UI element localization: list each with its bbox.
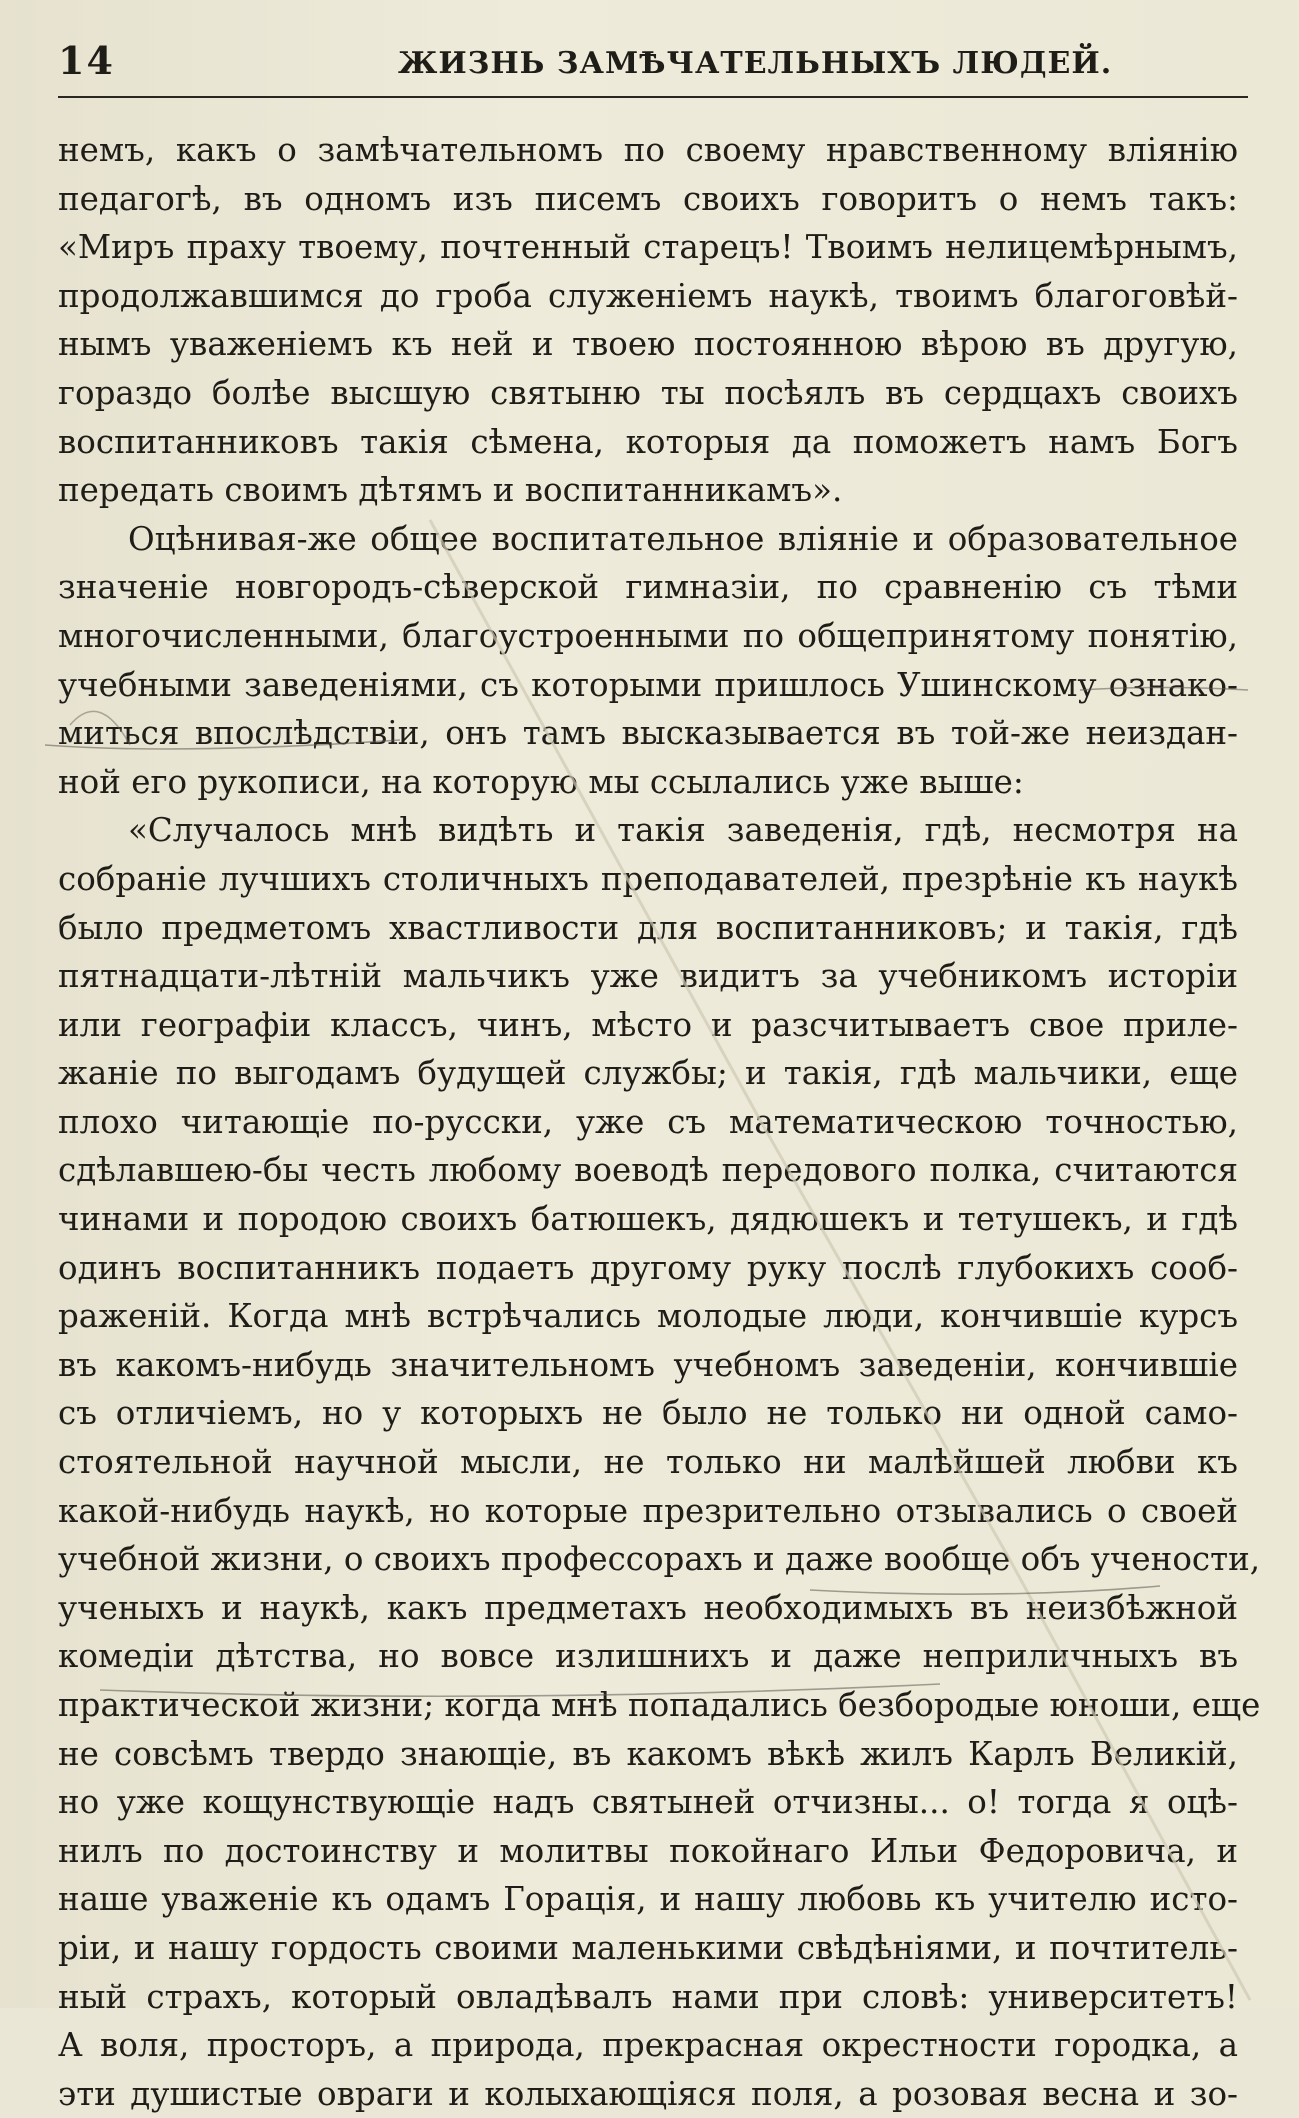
text-line: ріи, и нашу гордость своими маленькими свѣдѣніями, и почтитель-	[58, 1928, 1238, 1967]
text-line: какой-нибудь наукѣ, но которые презрительно отзывались о своей	[58, 1491, 1238, 1530]
text-line: раженій. Когда мнѣ встрѣчались молодые люди, кончившіе курсъ	[58, 1297, 1238, 1336]
text-line: многочисленными, благоустроенными по общепринятому понятію,	[58, 616, 1238, 655]
text-line: ный страхъ, который овладѣвалъ нами при словѣ: университетъ!	[58, 1977, 1238, 2016]
text-line: но уже кощунствующіе надъ святыней отчизны... о! тогда я оцѣ-	[58, 1783, 1238, 1822]
text-line: значеніе новгородъ-сѣверской гимназіи, по сравненію съ тѣми	[58, 568, 1238, 607]
text-line: наше уваженіе къ одамъ Горація, и нашу любовь къ учителю исто-	[58, 1880, 1238, 1919]
text-line: пятнадцати-лѣтній мальчикъ уже видитъ за учебникомъ исторіи	[58, 957, 1238, 996]
text-line: стоятельной научной мысли, не только ни малѣйшей любви къ	[58, 1443, 1238, 1482]
text-line: съ отличіемъ, но у которыхъ не было не только ни одной само-	[58, 1394, 1238, 1433]
page-number: 14	[58, 38, 115, 83]
text-line: А воля, просторъ, а природа, прекрасная окрестности городка, а	[58, 2026, 1238, 2065]
text-line: «Миръ праху твоему, почтенный старецъ! Твоимъ нелицемѣрнымъ,	[58, 228, 1238, 267]
text-line: ной его рукописи, на которую мы ссылались уже выше:	[58, 762, 1024, 801]
text-line: не совсѣмъ твердо знающіе, въ какомъ вѣкѣ жилъ Карлъ Великій,	[58, 1734, 1238, 1773]
text-line: комедіи дѣтства, но вовсе излишнихъ и даже неприличныхъ въ	[58, 1637, 1238, 1676]
text-line: чинами и породою своихъ батюшекъ, дядюшекъ и тетушекъ, и гдѣ	[58, 1200, 1238, 1239]
text-line: гораздо болѣе высшую святыню ты посѣялъ въ сердцахъ своихъ	[58, 373, 1238, 412]
text-line: ученыхъ и наукѣ, какъ предметахъ необходимыхъ въ неизбѣжной	[58, 1588, 1238, 1627]
text-line: нилъ по достоинству и молитвы покойнаго Ильи Федоровича, и	[58, 1831, 1238, 1870]
text-line: нымъ уваженіемъ къ ней и твоею постоянною вѣрою въ другую,	[58, 325, 1238, 364]
text-line: было предметомъ хвастливости для воспитанниковъ; и такія, гдѣ	[58, 908, 1238, 947]
text-line: сдѣлавшею-бы честь любому воеводѣ передового полка, считаются	[58, 1151, 1238, 1190]
text-line: воспитанниковъ такія сѣмена, которыя да поможетъ намъ Богъ	[58, 422, 1238, 461]
text-line: немъ, какъ о замѣчательномъ по своему нравственному вліянію	[58, 131, 1238, 169]
text-line: одинъ воспитанникъ подаетъ другому руку послѣ глубокихъ сооб-	[58, 1248, 1238, 1287]
text-line: Оцѣнивая-же общее воспитательное вліяніе и образовательное	[128, 519, 1238, 558]
text-line: жаніе по выгодамъ будущей службы; и такія, гдѣ мальчики, еще	[58, 1054, 1238, 1093]
running-title: ЖИЗНЬ ЗАМѢЧАТЕЛЬНЫХЪ ЛЮДЕЙ.	[398, 46, 1113, 81]
text-line: «Случалось мнѣ видѣть и такія заведенія, гдѣ, несмотря на	[128, 811, 1238, 850]
text-line: миться впослѣдствіи, онъ тамъ высказывается въ той-же неиздан-	[58, 714, 1238, 753]
text-line: эти душистые овраги и колыхающіяся поля, а розовая весна и зо-	[58, 2074, 1238, 2113]
text-line: передать своимъ дѣтямъ и воспитанникамъ».	[58, 471, 843, 510]
text-line: продолжавшимся до гроба служеніемъ наукѣ, твоимъ благоговѣй-	[58, 276, 1238, 315]
text-line: въ какомъ-нибудь значительномъ учебномъ заведеніи, кончившіе	[58, 1345, 1238, 1384]
text-line: плохо читающіе по-русски, уже съ математическою точностью,	[58, 1102, 1238, 1141]
text-line: практической жизни; когда мнѣ попадались безбородые юноши, еще	[58, 1686, 1261, 1724]
text-line: собраніе лучшихъ столичныхъ преподавателей, презрѣніе къ наукѣ	[58, 859, 1238, 898]
text-line: учебными заведеніями, съ которыми пришлось Ушинскому ознако-	[58, 665, 1238, 704]
text-line: педагогѣ, въ одномъ изъ писемъ своихъ говоритъ о немъ такъ:	[58, 179, 1238, 218]
text-line: или географіи классъ, чинъ, мѣсто и разсчитываетъ свое приле-	[58, 1005, 1238, 1044]
text-line: учебной жизни, о своихъ профессорахъ и даже вообще объ учености,	[58, 1540, 1261, 1579]
